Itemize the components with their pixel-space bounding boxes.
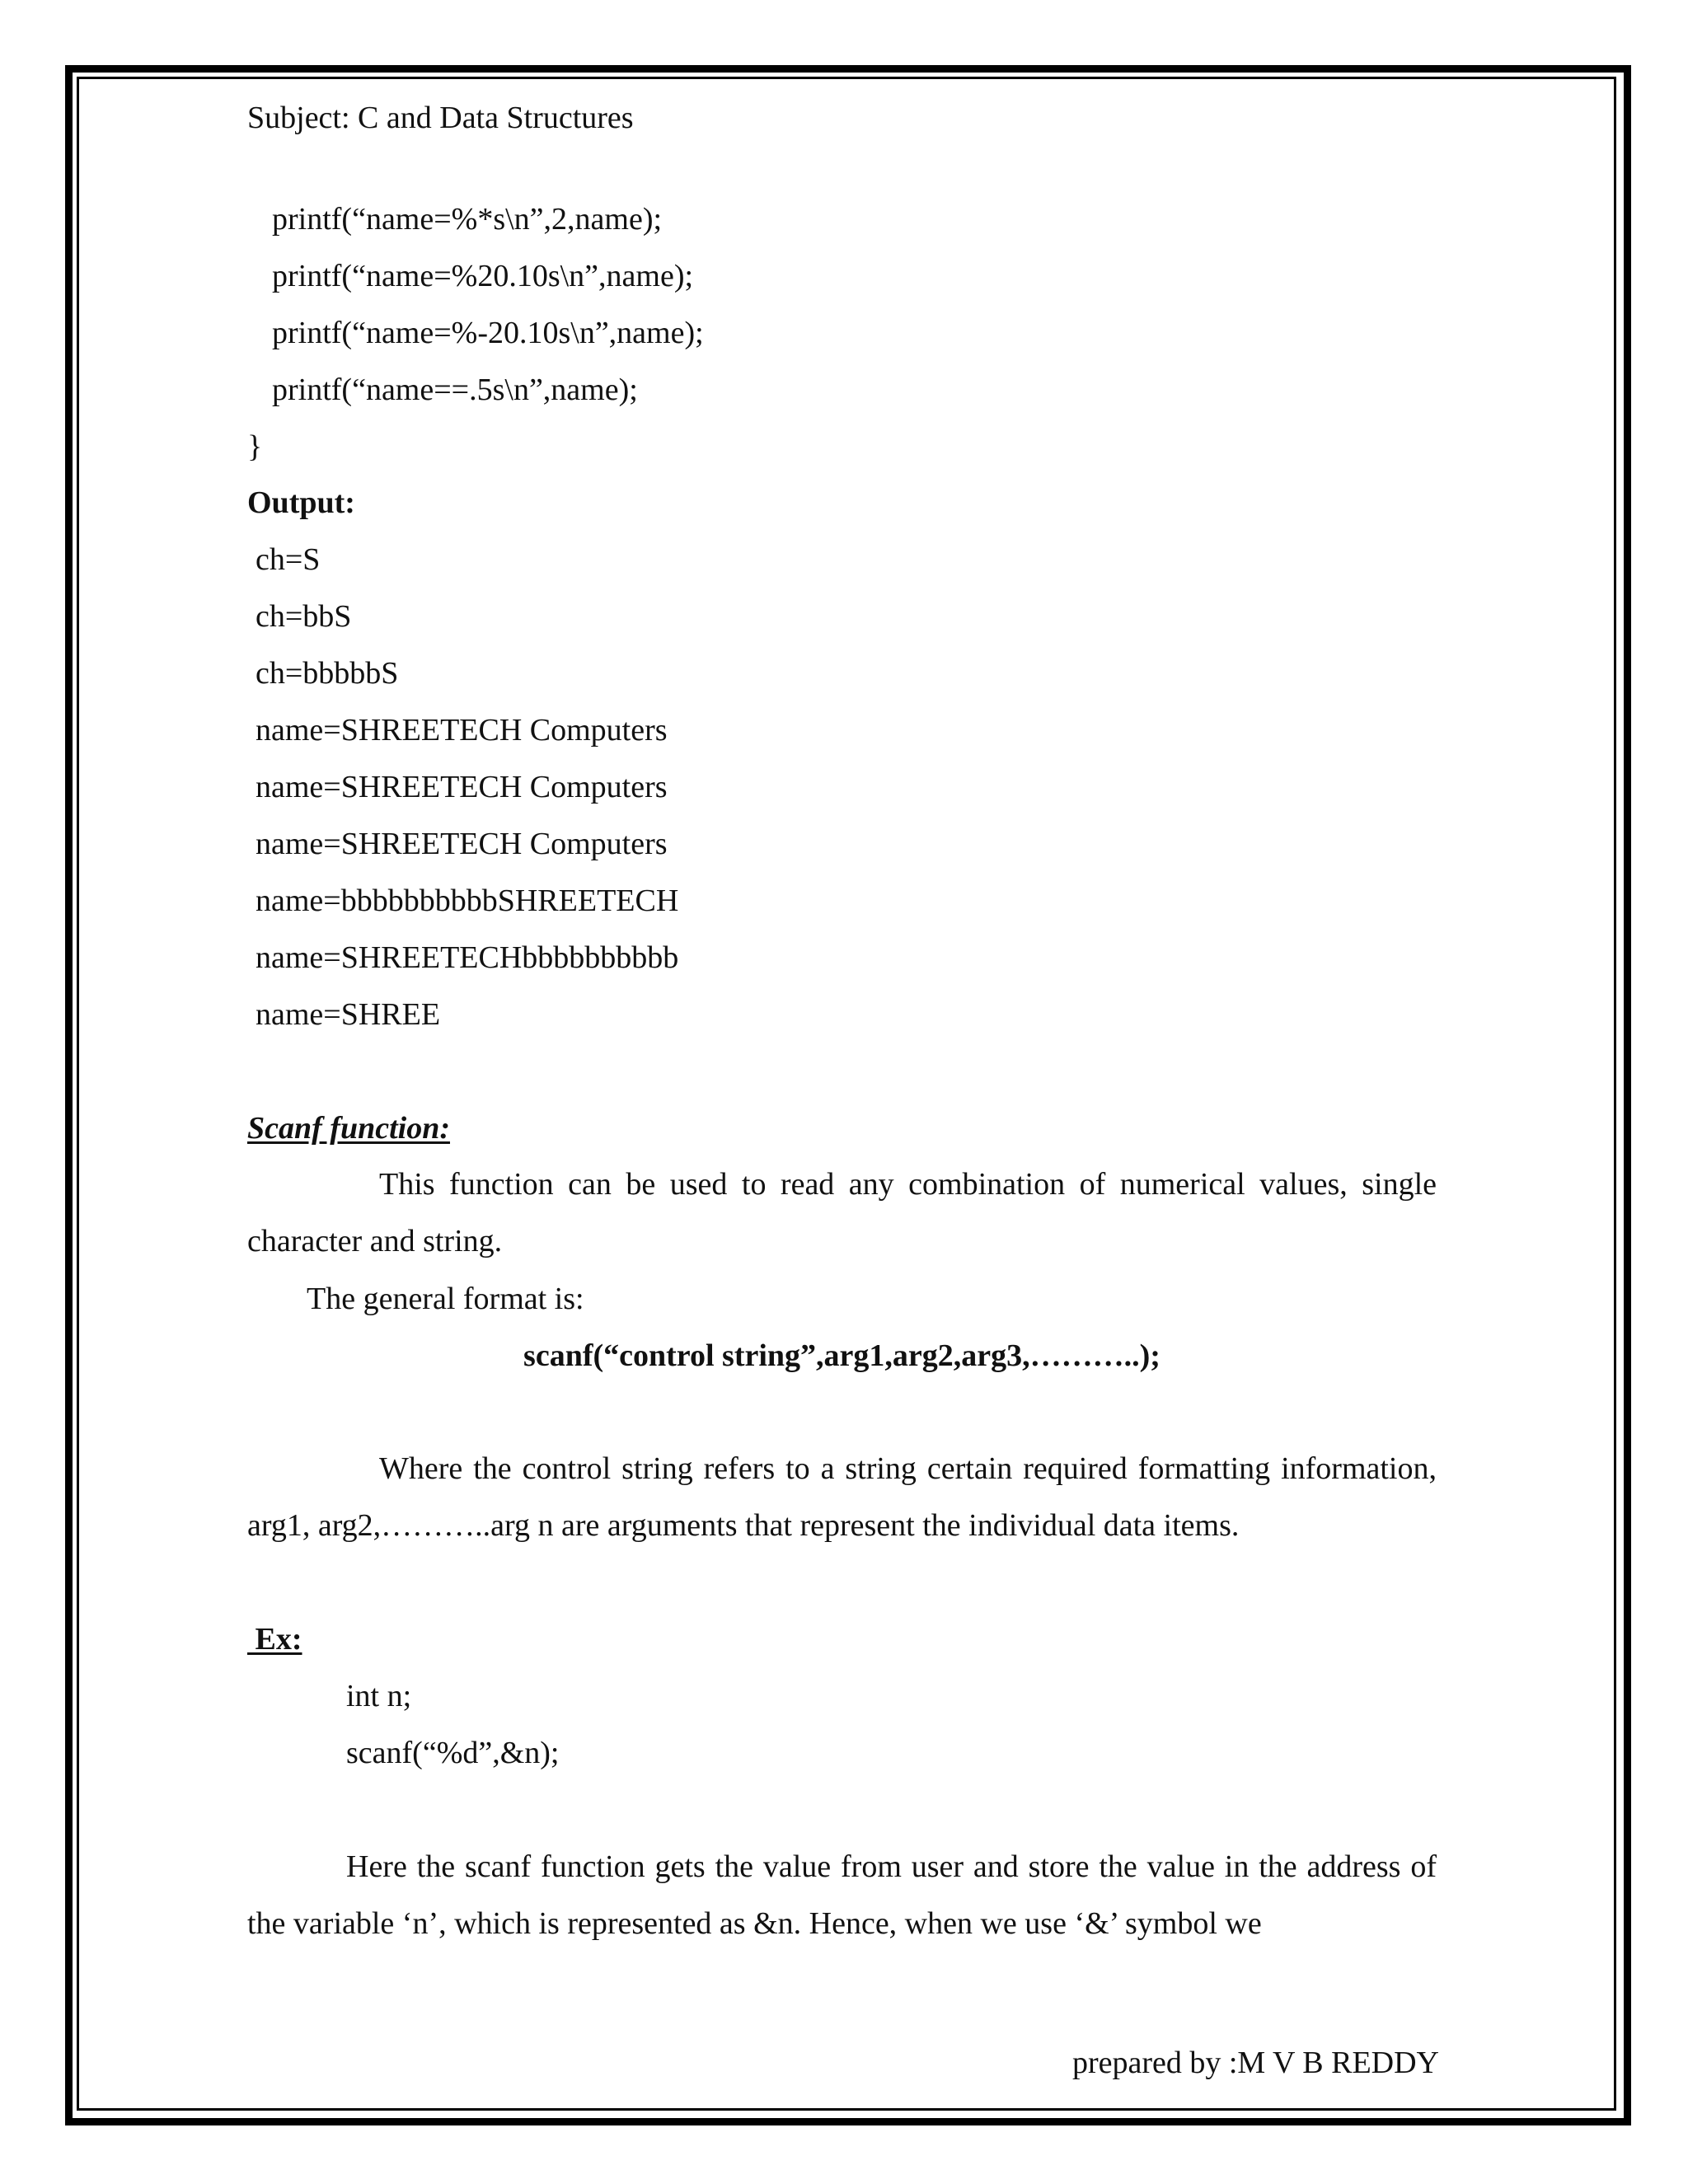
scanf-explanation-paragraph [247,1839,1437,1952]
code-line: printf(“name==.5s\n”,name); [272,373,638,407]
output-line: name=SHREETECH Computers [256,827,668,861]
scanf-heading: Scanf function: [247,1111,450,1146]
scanf-syntax: scanf(“control string”,arg1,arg2,arg3,………..); [523,1338,1160,1373]
output-line: ch=bbbbbS [256,656,399,691]
output-line: name=bbbbbbbbbbSHREETECH [256,883,679,918]
output-line: name=SHREETECH Computers [256,713,668,748]
output-heading: Output: [247,485,355,520]
output-line: name=SHREE [256,997,441,1032]
example-code-line: int n; [346,1679,412,1713]
output-line: ch=S [256,542,321,577]
output-line: name=SHREETECHbbbbbbbbbb [256,940,679,975]
code-line: printf(“name=%-20.10s\n”,name); [272,316,704,350]
scanf-intro-paragraph [247,1156,1437,1270]
example-code-line: scanf(“%d”,&n); [346,1736,560,1770]
code-line: printf(“name=%*s\n”,2,name); [272,202,663,237]
subject-header: Subject: C and Data Structures [247,101,634,135]
output-line: ch=bbS [256,599,352,634]
example-label: Ex: [255,1622,302,1657]
code-line: printf(“name=%20.10s\n”,name); [272,259,694,293]
scanf-description-text: Where the control string refers to a string certain required formatting information, arg1, arg2,………..arg n are arguments that represent the individual data items. [247,1451,1437,1543]
output-line: name=SHREETECH Computers [256,770,668,804]
scanf-description-paragraph [247,1441,1437,1554]
closing-brace: } [247,429,263,464]
scanf-explanation-text: Here the scanf function gets the value from user and store the value in the address of the variable ‘n’, which is represented as &n. Hence, when we use ‘&’ symbol we [247,1849,1437,1941]
scanf-intro-text: This function can be used to read any combination of numerical values, single character and string. [247,1167,1437,1258]
general-format-label: The general format is: [307,1282,584,1316]
footer-prepared-by: prepared by :M V B REDDY [1071,2046,1439,2080]
